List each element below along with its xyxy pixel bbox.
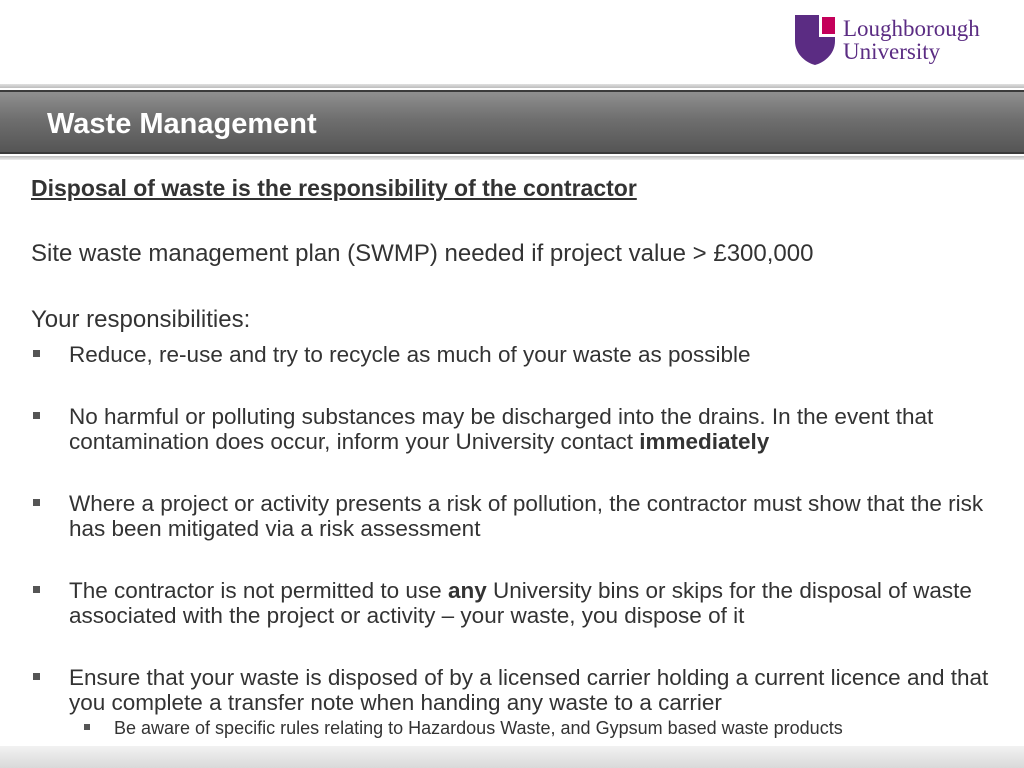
responsibilities-list [31,342,1006,739]
bullet-text: Reduce, re-use and try to recycle as much of your waste as possible [69,342,751,367]
logo-line-1: Loughborough [843,16,980,41]
slide-title: Waste Management [47,108,317,140]
square-bullet-icon [84,724,90,730]
square-bullet-icon [33,586,40,593]
square-bullet-icon [33,412,40,419]
university-shield-icon [795,15,835,65]
bullet-text: University bins or skips for the disposal of waste associated with the project or activity – your waste, you dispose of it [69,578,972,628]
square-bullet-icon [33,350,40,357]
bullet-text: Ensure that your waste is disposed of by a licensed carrier holding a current licence and that you complete a transfer note when handing any waste to a carrier [69,665,989,715]
slide-content [31,175,1006,739]
list-item [31,665,1006,739]
bullet-text: Where a project or activity presents a risk of pollution, the contractor must show that the risk has been mitigated via a risk assessment [69,491,984,541]
title-divider-bottom [0,156,1024,160]
list-item [31,404,1006,454]
responsibilities-label: Your responsibilities: [31,306,251,333]
list-item [31,342,1006,367]
bullet-text: The contractor is not permitted to use [69,578,448,603]
list-item [31,491,1006,541]
footer-band [0,746,1024,768]
square-bullet-icon [33,499,40,506]
list-item [31,578,1006,628]
sub-bullet-text: Be aware of specific rules relating to Hazardous Waste, and Gypsum based waste products [114,718,843,738]
swmp-paragraph: Site waste management plan (SWMP) needed if project value > £300,000 [31,240,814,267]
square-bullet-icon [33,673,40,680]
sub-list [69,717,1006,739]
logo-line-2: University [843,39,941,64]
bullet-emphasis: any [447,578,487,603]
sub-list-item [69,717,1006,739]
logo-wordmark [843,17,980,63]
bullet-emphasis: immediately [639,429,770,454]
title-divider-top [0,84,1024,88]
bullet-text: No harmful or polluting substances may be discharged into the drains. In the event that contamination does occur, inform your University contact [69,404,934,454]
university-logo [795,15,980,65]
section-heading: Disposal of waste is the responsibility of the contractor [31,175,637,201]
